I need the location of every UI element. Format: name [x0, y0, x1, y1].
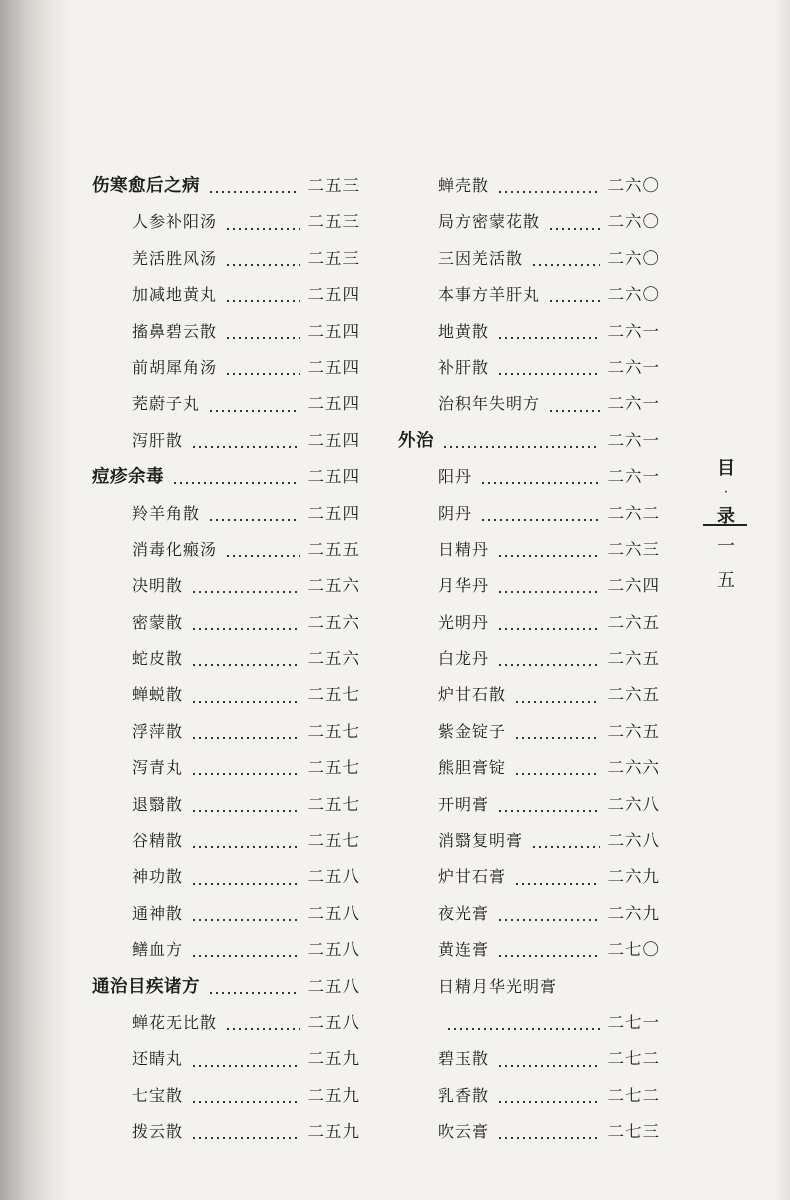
toc-entry [92, 605, 360, 641]
toc-entry-page: 二五五 [307, 539, 360, 559]
toc-entry-title: 乳香散 [438, 1085, 490, 1105]
leader-dots [191, 860, 300, 896]
leader-dots [191, 714, 300, 750]
leader-dots [191, 1078, 300, 1114]
toc-entry-title: 日精月华光明膏 [438, 976, 558, 996]
toc-entry [92, 1041, 360, 1077]
toc-entry-title: 鳝血方 [132, 940, 184, 960]
toc-entry [92, 532, 360, 568]
toc-entry [398, 568, 660, 604]
toc-entry-title: 紫金锭子 [438, 721, 507, 741]
toc-entry-continuation [398, 1005, 660, 1041]
toc-entry [398, 750, 660, 786]
toc-entry-title: 泻青丸 [132, 758, 184, 778]
toc-section-heading [92, 459, 360, 495]
toc-entry-page: 二五八 [307, 976, 360, 996]
toc-entry-page: 二五四 [307, 285, 360, 305]
toc-entry-page: 二七〇 [607, 940, 660, 960]
toc-entry-title: 消毒化瘢汤 [132, 539, 218, 559]
toc-section-heading [92, 168, 360, 204]
toc-entry-page: 二五四 [307, 503, 360, 523]
toc-entry [92, 859, 360, 895]
toc-entry-page: 二七二 [607, 1085, 660, 1105]
toc-section-heading [398, 423, 660, 459]
toc-entry [92, 787, 360, 823]
toc-entry-title: 蝉蜕散 [132, 685, 184, 705]
toc-entry [398, 1114, 660, 1150]
toc-entry-page: 二五八 [307, 867, 360, 887]
toc-entry-title: 局方密蒙花散 [438, 212, 541, 232]
toc-entry-title: 密蒙散 [132, 612, 184, 632]
toc-entry-title: 治积年失明方 [438, 394, 541, 414]
toc-entry-title: 决明散 [132, 576, 184, 596]
toc-entry [92, 350, 360, 386]
toc-entry [398, 641, 660, 677]
toc-entry-title: 吹云膏 [438, 1122, 490, 1142]
toc-entry [398, 532, 660, 568]
toc-entry-title: 熊胆膏锭 [438, 758, 507, 778]
toc-entry-page: 二六一 [607, 321, 660, 341]
leader-dots [191, 896, 300, 932]
toc-entry [92, 714, 360, 750]
leader-dots [191, 641, 300, 677]
toc-entry-title: 外治 [398, 430, 434, 451]
leader-dots [497, 1042, 600, 1078]
toc-entry-page: 二六五 [607, 649, 660, 669]
leader-dots [531, 241, 600, 277]
toc-entry-page: 二五六 [307, 649, 360, 669]
toc-entry [398, 896, 660, 932]
leader-dots [191, 932, 300, 968]
toc-entry-page: 二六三 [607, 539, 660, 559]
toc-entry [398, 204, 660, 240]
toc-entry-title: 蝉花无比散 [132, 1012, 218, 1032]
toc-entry-title: 羚羊角散 [132, 503, 201, 523]
leader-dots [208, 387, 300, 423]
leader-dots [191, 823, 300, 859]
toc-entry [398, 314, 660, 350]
leader-dots [497, 787, 600, 823]
toc-entry-title: 三因羌活散 [438, 248, 524, 268]
toc-entry-page: 二七三 [607, 1122, 660, 1142]
toc-entry-page: 二六〇 [607, 212, 660, 232]
toc-entry-title: 消翳复明膏 [438, 831, 524, 851]
toc-entry [92, 314, 360, 350]
toc-entry-title: 夜光膏 [438, 903, 490, 923]
toc-entry [92, 204, 360, 240]
toc-entry-title: 日精丹 [438, 539, 490, 559]
toc-entry-title: 通治目疾诸方 [92, 976, 200, 997]
toc-entry [398, 459, 660, 495]
leader-dots [225, 350, 300, 386]
toc-entry [92, 677, 360, 713]
toc-entry-page: 二五三 [307, 248, 360, 268]
leader-dots [191, 605, 300, 641]
toc-entry-page: 二七二 [607, 1049, 660, 1069]
leader-dots [514, 750, 600, 786]
section-label-vertical [709, 452, 743, 534]
toc-entry-page: 二五七 [307, 685, 360, 705]
leader-dots [191, 787, 300, 823]
toc-entry-page: 二五九 [307, 1085, 360, 1105]
leader-dots [208, 496, 300, 532]
toc-entry [398, 677, 660, 713]
leader-dots [480, 459, 600, 495]
toc-entry [398, 787, 660, 823]
toc-entry-title: 痘疹余毒 [92, 467, 164, 488]
toc-entry-page: 二五六 [307, 576, 360, 596]
toc-entry-page: 二六五 [607, 612, 660, 632]
leader-dots [497, 641, 600, 677]
toc-entry-title: 阳丹 [438, 467, 473, 487]
leader-dots [225, 314, 300, 350]
toc-entry-page: 二五四 [307, 467, 360, 487]
toc-section-heading [92, 969, 360, 1005]
leader-dots [208, 168, 300, 204]
leader-dots [480, 496, 600, 532]
leader-dots [191, 1114, 300, 1150]
leader-dots [225, 532, 300, 568]
toc-entry [398, 714, 660, 750]
toc-entry-title: 月华丹 [438, 576, 490, 596]
toc-entry [398, 1078, 660, 1114]
toc-entry-title: 泻肝散 [132, 430, 184, 450]
leader-dots [191, 750, 300, 786]
toc-entry [92, 1114, 360, 1150]
leader-dots [191, 423, 300, 459]
toc-entry [92, 823, 360, 859]
toc-entry-title: 蝉壳散 [438, 176, 490, 195]
toc-entry-page: 二七一 [607, 1012, 660, 1032]
toc-entry-title: 伤寒愈后之病 [92, 176, 200, 196]
toc-entry-page: 二六一 [607, 357, 660, 377]
toc-entry [398, 605, 660, 641]
toc-entry-title: 退翳散 [132, 794, 184, 814]
toc-entry [398, 859, 660, 895]
toc-entry-page: 二五九 [307, 1049, 360, 1069]
toc-left-column [92, 168, 360, 1151]
toc-entry [92, 932, 360, 968]
leader-dots [191, 678, 300, 714]
page-number-char-2: 五 [717, 570, 735, 591]
toc-entry [398, 969, 660, 1005]
toc-entry-title: 还睛丸 [132, 1049, 184, 1069]
toc-right-column [398, 168, 660, 1151]
toc-entry-title: 白龙丹 [438, 649, 490, 669]
toc-entry-title: 蛇皮散 [132, 649, 184, 669]
toc-entry-page: 二六一 [607, 430, 660, 450]
leader-dots [497, 568, 600, 604]
toc-entry-title: 搐鼻碧云散 [132, 321, 218, 341]
toc-entry [92, 568, 360, 604]
toc-entry-page: 二五七 [307, 831, 360, 851]
toc-entry-title: 拨云散 [132, 1122, 184, 1142]
toc-entry-page: 二五三 [307, 176, 360, 195]
toc-entry-title: 炉甘石膏 [438, 867, 507, 887]
toc-entry-page: 二六五 [607, 721, 660, 741]
toc-entry-page: 二六四 [607, 576, 660, 596]
toc-entry-title: 羌活胜风汤 [132, 248, 218, 268]
toc-entry-page: 二五三 [307, 212, 360, 232]
toc-entry [92, 1005, 360, 1041]
toc-entry-page: 二六九 [607, 903, 660, 923]
leader-dots [514, 678, 600, 714]
toc-entry [398, 1041, 660, 1077]
toc-entry [398, 386, 660, 422]
toc-entry-title: 炉甘石散 [438, 685, 507, 705]
toc-entry-page: 二六〇 [607, 248, 660, 268]
toc-entry-title: 地黄散 [438, 321, 490, 341]
toc-entry-page: 二五七 [307, 721, 360, 741]
toc-entry-page: 二五六 [307, 612, 360, 632]
side-rule [703, 524, 747, 526]
toc-entry [92, 896, 360, 932]
toc-entry-page: 二六九 [607, 867, 660, 887]
toc-entry-page: 二六五 [607, 685, 660, 705]
binding-shadow [0, 0, 70, 1200]
leader-dots [191, 1042, 300, 1078]
page-number-vertical [709, 530, 743, 598]
toc-entry [92, 1078, 360, 1114]
toc-entry [398, 168, 660, 204]
leader-dots [225, 277, 300, 313]
page-number-char-1: 一 [717, 536, 735, 557]
leader-dots [225, 205, 300, 241]
leader-dots [497, 314, 600, 350]
toc-entry-page: 二五七 [307, 794, 360, 814]
toc-entry-title: 碧玉散 [438, 1049, 490, 1069]
leader-dots [514, 860, 600, 896]
toc-entry [92, 750, 360, 786]
toc-entry-title: 黄连膏 [438, 940, 490, 960]
toc-entry-page: 二六八 [607, 794, 660, 814]
toc-entry-title: 加减地黄丸 [132, 285, 218, 305]
toc-entry [92, 277, 360, 313]
leader-dots [548, 387, 600, 423]
toc-entry-title: 前胡犀角汤 [132, 357, 218, 377]
toc-entry-page: 二五九 [307, 1122, 360, 1142]
toc-entry-page: 二六二 [607, 503, 660, 523]
toc-entry-page: 二六一 [607, 467, 660, 487]
page-edge [774, 0, 790, 1200]
toc-entry-page: 二五四 [307, 430, 360, 450]
toc-entry-page: 二五八 [307, 940, 360, 960]
leader-dots [497, 1078, 600, 1114]
leader-dots [497, 932, 600, 968]
leader-dots [497, 532, 600, 568]
toc-entry-title: 补肝散 [438, 357, 490, 377]
toc-entry-page: 二五四 [307, 394, 360, 414]
toc-entry [398, 823, 660, 859]
toc-entry-page: 二六六 [607, 758, 660, 778]
toc-entry-title: 光明丹 [438, 612, 490, 632]
toc-entry [398, 496, 660, 532]
toc-entry [398, 932, 660, 968]
toc-entry-title: 茺蔚子丸 [132, 394, 201, 414]
leader-dots [446, 1005, 600, 1041]
leader-dots [548, 277, 600, 313]
leader-dots [225, 1005, 300, 1041]
toc-entry-page: 二六八 [607, 831, 660, 851]
leader-dots [442, 423, 600, 459]
leader-dots [497, 1114, 600, 1150]
leader-dots [497, 350, 600, 386]
toc-entry-title: 七宝散 [132, 1085, 184, 1105]
toc-entry [398, 350, 660, 386]
section-label-char-2: 录 [717, 506, 735, 527]
leader-dots [191, 568, 300, 604]
toc-entry [92, 241, 360, 277]
toc-entry-page: 二六一 [607, 394, 660, 414]
leader-dots [172, 459, 300, 495]
leader-dots [225, 241, 300, 277]
leader-dots [497, 896, 600, 932]
toc-entry-page: 二五四 [307, 357, 360, 377]
toc-entry-title: 通神散 [132, 903, 184, 923]
toc-entry [92, 641, 360, 677]
toc-entry-page: 二六〇 [607, 285, 660, 305]
toc-entry-title: 人参补阳汤 [132, 212, 218, 232]
leader-dots [497, 605, 600, 641]
toc-entry [92, 423, 360, 459]
toc-entry [398, 277, 660, 313]
leader-dots [514, 714, 600, 750]
toc-entry [398, 241, 660, 277]
toc-entry [92, 496, 360, 532]
toc-entry-page: 二五八 [307, 1012, 360, 1032]
toc-entry-page: 二五七 [307, 758, 360, 778]
toc-entry-title: 开明膏 [438, 794, 490, 814]
toc-entry-page: 二五四 [307, 321, 360, 341]
toc-entry [92, 386, 360, 422]
toc-entry-title: 阴丹 [438, 503, 473, 523]
leader-dots [548, 205, 600, 241]
toc-entry-page: 二五八 [307, 903, 360, 923]
leader-dots [531, 823, 600, 859]
section-label-separator: · [724, 488, 728, 498]
toc-entry-title: 本事方羊肝丸 [438, 285, 541, 305]
toc-entry-page: 二六〇 [607, 176, 660, 195]
toc-entry-title: 浮萍散 [132, 721, 184, 741]
leader-dots [208, 969, 300, 1005]
section-label-char-1: 目 [717, 458, 735, 479]
toc-entry-title: 神功散 [132, 867, 184, 887]
leader-dots [497, 168, 600, 204]
toc-entry-title: 谷精散 [132, 831, 184, 851]
